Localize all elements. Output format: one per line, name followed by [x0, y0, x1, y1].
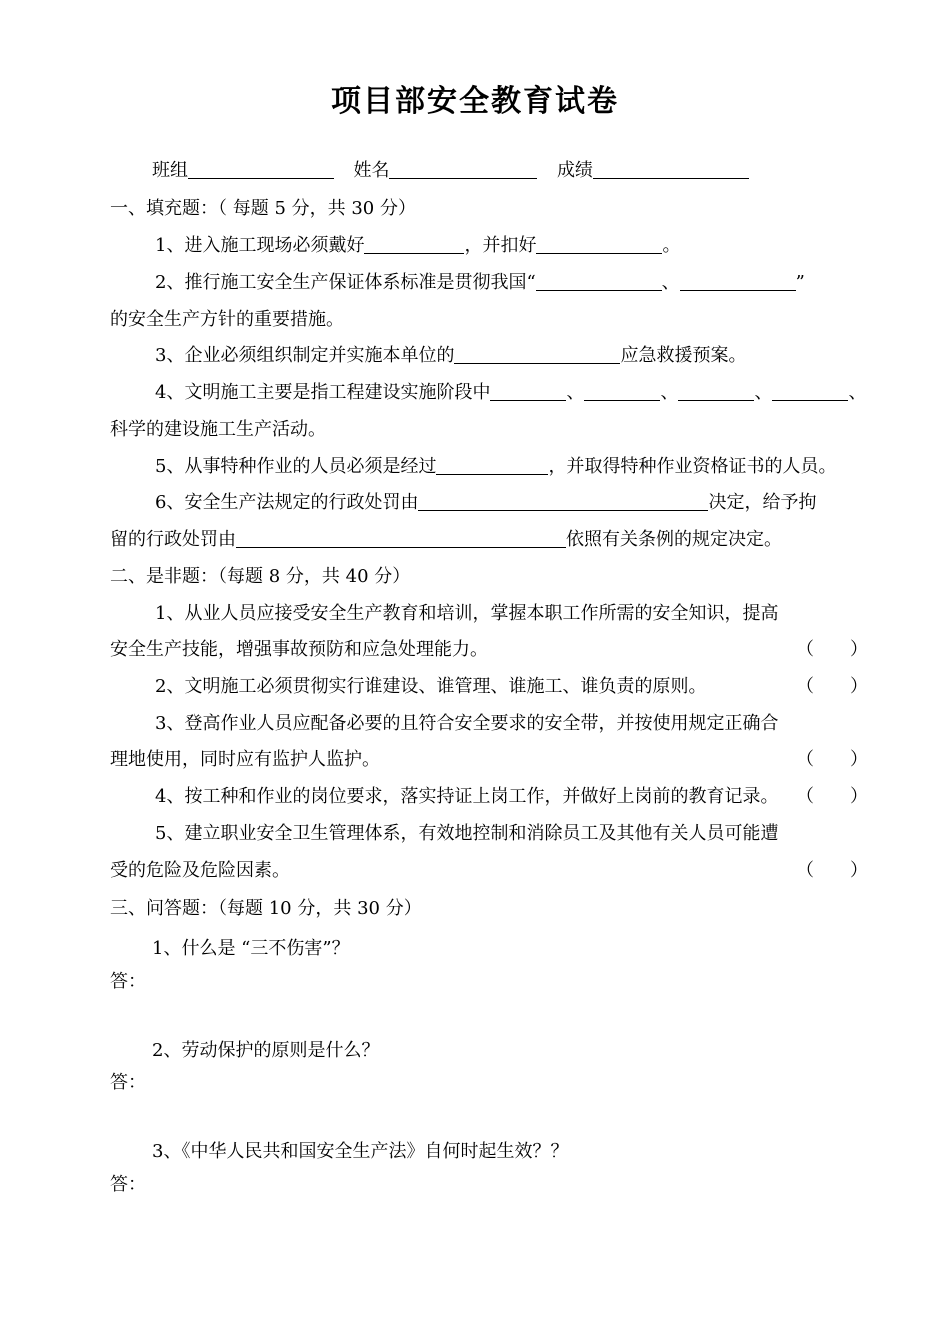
q6-text-d: 依照有关条例的规定决定。	[566, 529, 782, 550]
q3-text-b: 应急救援预案。	[620, 345, 747, 366]
tf-question-1-cont: 安全生产技能，增强事故预防和应急处理能力。	[110, 639, 488, 660]
q4-sep-1: 、	[566, 382, 585, 403]
q2-blank-2[interactable]	[680, 272, 796, 291]
tf-question-5-cont: 受的危险及危险因素。	[110, 860, 290, 881]
fill-question-2	[155, 272, 805, 294]
q4-blank-2[interactable]	[584, 382, 660, 401]
paren-close: ）	[850, 749, 868, 770]
paren-close: ）	[850, 860, 868, 881]
tf-answer-4[interactable]	[796, 786, 868, 808]
q4-sep-3: 、	[754, 382, 773, 403]
section1-heading: 一、填充题：（ 每题 5 分，共 30 分）	[110, 198, 416, 219]
q5-text-b: ，并取得特种作业资格证书的人员。	[548, 456, 837, 477]
q1-text-c: 。	[662, 235, 681, 256]
q4-blank-1[interactable]	[490, 382, 566, 401]
tf-answer-5[interactable]	[796, 860, 868, 882]
tf-question-1: 1、从业人员应接受安全生产教育和培训，掌握本职工作所需的安全知识，提高	[155, 603, 779, 624]
qa-answer-label-3[interactable]: 答：	[110, 1174, 146, 1195]
q2-text-b: 、	[661, 272, 680, 293]
tf-answer-3[interactable]	[796, 749, 868, 771]
score-blank[interactable]	[593, 160, 749, 179]
tf-question-4: 4、按工种和作业的岗位要求，落实持证上岗工作，并做好上岗前的教育记录。	[155, 786, 779, 807]
paren-open: （	[796, 639, 814, 660]
section3-heading: 三、问答题：（每题 10 分，共 30 分）	[110, 898, 422, 919]
tf-question-3: 3、登高作业人员应配备必要的且符合安全要求的安全带，并按使用规定正确合	[155, 713, 779, 734]
tf-question-5: 5、建立职业安全卫生管理体系，有效地控制和消除员工及其他有关人员可能遭	[155, 823, 779, 844]
qa-question-1: 1、什么是 “三不伤害”？	[152, 938, 350, 959]
q1-text-b: ，并扣好	[464, 235, 537, 256]
q6-blank-1[interactable]	[418, 492, 708, 511]
exam-title: 项目部安全教育试卷	[331, 84, 619, 119]
fill-question-4	[155, 382, 866, 404]
q5-text-a: 5、从事特种作业的人员必须是经过	[155, 456, 437, 477]
q6-text-b: 决定，给予拘	[708, 492, 817, 513]
tf-answer-2[interactable]	[796, 676, 868, 698]
fill-question-6	[155, 492, 816, 514]
paren-open: （	[796, 676, 814, 697]
q2-text-a: 2、推行施工安全生产保证体系标准是贯彻我国“	[155, 272, 536, 293]
q3-blank[interactable]	[454, 345, 620, 364]
q6-text-c: 留的行政处罚由	[110, 529, 236, 550]
fill-question-5	[155, 456, 836, 478]
header-fields	[152, 160, 749, 182]
q4-blank-4[interactable]	[772, 382, 848, 401]
tf-answer-1[interactable]	[796, 639, 868, 661]
q4-sep-2: 、	[660, 382, 679, 403]
paren-open: （	[796, 860, 814, 881]
section2-heading: 二、是非题：（每题 8 分，共 40 分）	[110, 566, 411, 587]
q6-continuation	[110, 529, 782, 551]
q4-sep-4: 、	[848, 382, 867, 403]
q4-blank-3[interactable]	[678, 382, 754, 401]
q5-blank[interactable]	[436, 456, 548, 475]
name-label: 姓名	[353, 160, 390, 181]
name-blank[interactable]	[389, 160, 537, 179]
q1-blank-1[interactable]	[364, 235, 464, 254]
class-label: 班组	[152, 160, 188, 181]
tf-question-3-cont: 理地使用，同时应有监护人监护。	[110, 749, 380, 770]
q1-text-a: 1、进入施工现场必须戴好	[155, 235, 365, 256]
paren-open: （	[796, 786, 814, 807]
q1-blank-2[interactable]	[536, 235, 662, 254]
fill-question-1	[155, 235, 680, 257]
q4-text-a: 4、文明施工主要是指工程建设实施阶段中	[155, 382, 491, 403]
tf-question-2: 2、文明施工必须贯彻实行谁建设、谁管理、谁施工、谁负责的原则。	[155, 676, 707, 697]
qa-answer-label-1[interactable]: 答：	[110, 971, 146, 992]
q2-continuation: 的安全生产方针的重要措施。	[110, 309, 344, 330]
paren-close: ）	[850, 639, 868, 660]
paren-close: ）	[850, 786, 868, 807]
q6-blank-2[interactable]	[236, 529, 566, 548]
paren-close: ）	[850, 676, 868, 697]
class-blank[interactable]	[188, 160, 334, 179]
q3-text-a: 3、企业必须组织制定并实施本单位的	[155, 345, 455, 366]
qa-answer-label-2[interactable]: 答：	[110, 1072, 146, 1093]
qa-question-3: 3、《中华人民共和国安全生产法》自何时起生效？？	[152, 1141, 569, 1162]
qa-question-2: 2、劳动保护的原则是什么？	[152, 1040, 380, 1061]
paren-open: （	[796, 749, 814, 770]
q6-text-a: 6、安全生产法规定的行政处罚由	[155, 492, 419, 513]
q4-continuation: 科学的建设施工生产活动。	[110, 419, 326, 440]
q2-text-c: ”	[795, 272, 805, 293]
score-label: 成绩	[556, 160, 593, 181]
q2-blank-1[interactable]	[536, 272, 662, 291]
fill-question-3	[155, 345, 746, 367]
